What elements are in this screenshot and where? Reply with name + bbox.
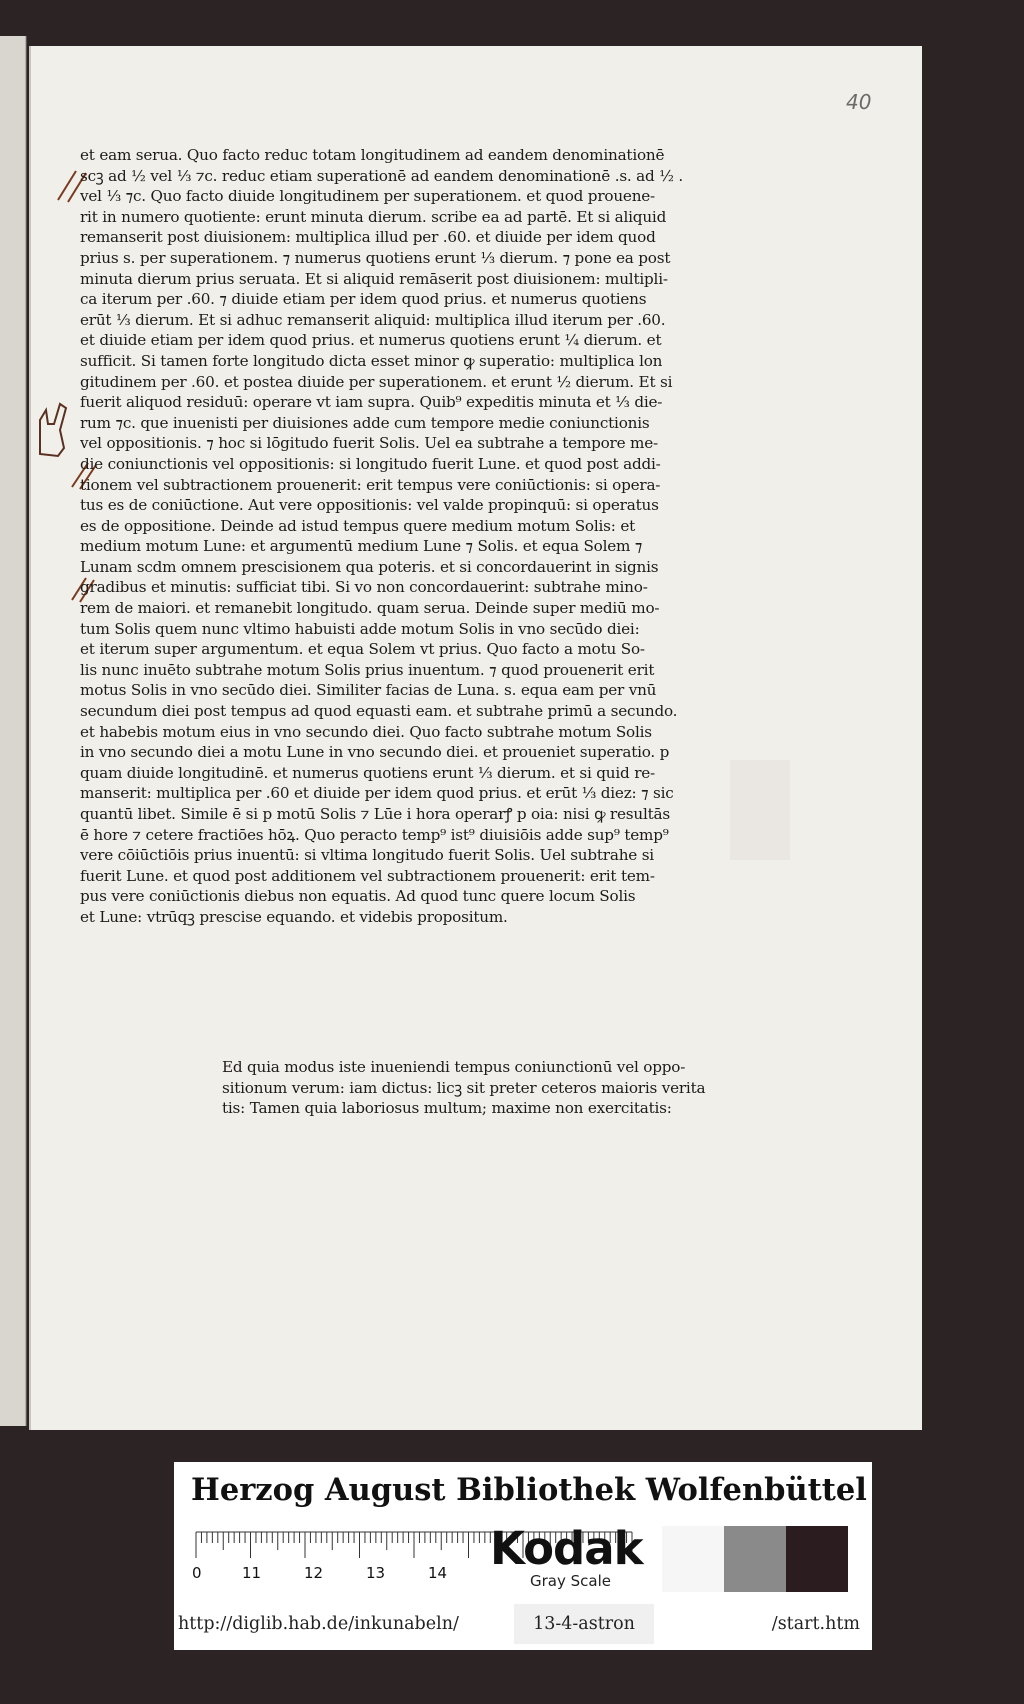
text-line: fuerit Lune. et quod post additionem vel subtractionem prouenerit: erit tem- [80,866,655,885]
suffix-text: /start.htm [771,1614,860,1634]
kodak-logo: Kodak [490,1522,643,1575]
text-line: manserit: multiplica per .60 et diuide per idem quod prius. et erūt ⅓ diez: ⁊ sic [80,784,674,803]
ruler-label: 12 [304,1564,324,1582]
text-line: tum Solis quem nunc vltimo habuisti adde motum Solis in vno secūdo diei: [80,619,640,638]
ruler-label: 0 [192,1564,202,1582]
text-line: es de oppositione. Deinde ad istud tempus quere medium motum Solis: et [80,516,636,535]
text-line: et diuide etiam per idem quod prius. et numerus quotiens erunt ¼ dierum. et [80,331,662,350]
shelfmark-cell [514,1604,654,1644]
text-line: rum ⁊c. que inuenisti per diuisiones adde cum tempore medie coniunctionis [80,413,650,432]
text-line: tionem vel subtractionem prouenerit: erit tempus vere coniūctionis: si opera- [80,475,661,494]
dark-swatch [786,1526,848,1592]
text-line: vere cōiūctiōis prius inuentū: si vltima longitudo fuerit Solis. Uel subtrahe si [80,846,654,865]
text-line: ca iterum per .60. ⁊ diuide etiam per idem quod prius. et numerus quotiens [80,290,647,309]
text-line: tus es de coniūctione. Aut vere oppositionis: vel valde propinquū: si operatus [80,496,659,515]
text-line: et Lune: vtrūqꝫ prescise equando. et videbis propositum. [80,907,508,926]
previous-leaf-edge [0,36,26,1426]
text-line: in vno secundo diei a motu Lune in vno secundo diei. et proueniet superatio. p [80,743,670,762]
library-color-target [174,1462,872,1650]
url-cell [178,1604,478,1644]
text-line: gitudinem per .60. et postea diuide per superationem. et erunt ½ dierum. Et si [80,372,673,391]
text-line: secundum diei post tempus ad quod equasti eam. et subtrahe primū a secundo. [80,702,678,721]
text-line: pus vere coniūctionis diebus non equatis. Ad quod tunc quere locum Solis [80,887,636,906]
text-line: medium motum Lune: et argumentū medium Lune ⁊ Solis. et equa Solem ⁊ [80,537,643,556]
text-line: fuerit aliquod residuū: operare vt iam supra. Quib⁹ expeditis minuta et ⅓ die- [80,393,663,412]
text-line: minuta dierum prius seruata. Et si aliquid remāserit post diuisionem: multipli- [80,269,668,288]
text-line: erūt ⅓ dierum. Et si adhuc remanserit aliquid: multiplica illud iterum per .60. [80,310,666,329]
gray-scale-label: Gray Scale [530,1572,611,1590]
text-line: die coniunctionis vel oppositionis: si longitudo fuerit Lune. et quod post addi- [80,454,661,473]
text-line: Lunam scdm omnem prescisionem qua poteris. et si concordauerint in signis [80,557,659,576]
text-line: motus Solis in vno secūdo diei. Similiter facias de Luna. s. equa eam per vnū [80,681,657,700]
text-line: vel oppositionis. ⁊ hoc si lōgitudo fuerit Solis. Uel ea subtrahe a tempore me- [80,434,658,453]
text-line: vel ⅓ ⁊c. Quo facto diuide longitudinem per superationem. et quod prouene- [80,187,655,206]
folio-number: 40 [846,90,872,114]
text-line: prius s. per superationem. ⁊ numerus quotiens erunt ⅓ dierum. ⁊ pone ea post [80,248,671,267]
text-line: scꝫ ad ½ vel ⅓ ⁊c. reduc etiam superationē ad eandem denominationē .s. ad ½ . [80,166,683,185]
text-line: et eam serua. Quo facto reduc totam longitudinem ad eandem denominationē [80,146,665,164]
text-line: et iterum super argumentum. et equa Solem vt prius. Quo facto a motu So- [80,640,645,659]
text-line: sitionum verum: iam dictus: licꝫ sit preter ceteros maioris verita [222,1078,706,1097]
gray-swatch [724,1526,786,1592]
text-line: sufficit. Si tamen forte longitudo dicta esset minor ꝙ superatio: multiplica lon [80,351,663,370]
library-title: Herzog August Bibliothek Wolfenbüttel [191,1472,867,1508]
text-line: quam diuide longitudinē. et numerus quotiens erunt ⅓ dierum. et si quid re- [80,763,655,782]
text-line: Ed quia modus iste inueniendi tempus coniunctionū vel oppo- [222,1058,686,1076]
ruler-label: 14 [428,1564,448,1582]
ruler-label: 11 [242,1564,262,1582]
text-line: rit in numero quotiente: erunt minuta dierum. scribe ea ad partē. Et si aliquid [80,207,667,226]
text-line: lis nunc inuēto subtrahe motum Solis prius inuentum. ⁊ quod prouenerit erit [80,660,655,679]
shelfmark-text: 13-4-astron [533,1614,635,1634]
text-line: rem de maiori. et remanebit longitudo. quam serua. Deinde super mediū mo- [80,599,660,618]
text-line: et habebis motum eius in vno secundo diei. Quo facto subtrahe motum Solis [80,722,652,741]
text-line: gradibus et minutis: sufficiat tibi. Si vo non concordauerint: subtrahe mino- [80,578,648,597]
text-line: ē hore ⁊ cetere fractiōes hōꝝ. Quo peracto temp⁹ ist⁹ diuisiōis adde sup⁹ temp⁹ [80,825,669,844]
suffix-cell [700,1604,860,1644]
text-line: tis: Tamen quia laboriosus multum; maxime non exercitatis: [222,1099,672,1118]
text-line: remanserit post diuisionem: multiplica illud per .60. et diuide per idem quod [80,228,656,247]
main-text-block [80,145,783,928]
text-line: quantū libet. Simile ē si p motū Solis ⁊ Lūe i hora operarꝭ p oia: nisi ꝙ resultās [80,805,670,823]
second-paragraph [222,1057,785,1119]
white-swatch [662,1526,724,1592]
ruler-label: 13 [366,1564,386,1582]
url-text: http://diglib.hab.de/inkunabeln/ [178,1614,459,1634]
